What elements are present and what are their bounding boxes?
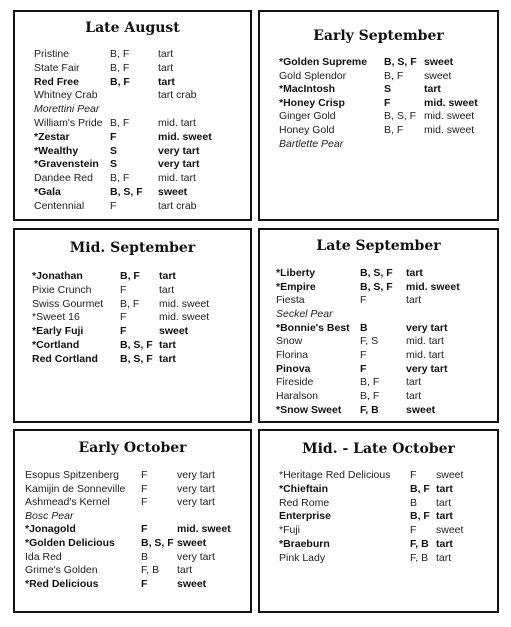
variety-taste: tart [436,482,453,495]
variety-taste: very tart [158,144,200,157]
apple-row [260,267,497,280]
apple-row [260,281,497,294]
variety-use: S [384,83,392,96]
apple-row [15,551,250,564]
variety-use: F [120,311,127,324]
variety-name: *Wealthy [34,144,79,157]
variety-use: B, S, F [120,339,153,351]
apple-row [15,158,250,171]
variety-taste: tart crab [158,199,197,212]
variety-taste: tart [406,267,423,279]
variety-use: F [410,524,417,537]
variety-use: S [110,144,118,157]
variety-taste: sweet [436,524,464,537]
variety-taste: sweet [177,537,207,549]
variety-use: B, S, F [384,56,417,68]
variety-name: Haralson [276,389,319,402]
variety-use: F [141,577,148,590]
variety-use: F [360,362,367,375]
variety-name: *Gravenstein [34,158,99,171]
variety-taste: tart [406,376,422,389]
apple-row [260,70,497,83]
apple-row [15,496,250,509]
variety-taste: tart [159,270,176,282]
variety-name: Red Cortland [32,352,98,365]
apple-row [15,131,250,144]
variety-use: F [384,96,391,109]
variety-taste: mid. tart [406,335,444,348]
variety-taste: mid. sweet [159,311,210,324]
apple-row [15,339,250,352]
variety-name: *Red Delicious [25,577,99,590]
variety-taste: tart [436,551,452,564]
variety-taste: tart [424,83,441,96]
apple-row [260,390,497,403]
variety-name: Ashmead's Kernel [25,496,110,509]
apple-row [260,294,497,307]
variety-taste: mid. sweet [424,110,475,123]
section-early-september [258,10,499,221]
variety-use: B, S, F [360,280,393,293]
variety-use: F [120,325,127,338]
variety-use: F [141,523,148,536]
variety-name: Snow [276,335,303,348]
apple-row [15,284,250,297]
variety-use: F [360,348,367,361]
variety-taste: tart [436,538,453,550]
variety-use: F [141,482,148,495]
variety-use: B [360,321,368,334]
apple-row [15,523,250,536]
section-early-october [13,429,252,613]
variety-name: *Bonnie's Best [276,321,350,334]
variety-taste: sweet [436,469,464,481]
section-late-august [13,10,252,221]
variety-name: William's Pride [34,117,103,129]
apple-row [260,483,497,496]
variety-taste: tart [159,283,175,296]
variety-use: F, B [410,538,429,550]
variety-taste: mid. sweet [177,523,231,536]
apple-row [260,469,497,482]
variety-name: *Gala [34,186,61,198]
section-mid-late-october [258,429,499,613]
variety-use: F [141,496,148,509]
section-late-september [258,228,499,423]
variety-name: Bosc Pear [25,509,74,522]
variety-use: B, F [120,270,140,282]
variety-taste: very tart [177,550,215,563]
variety-use: B [141,550,149,563]
variety-use: S [110,158,118,171]
variety-taste: tart [406,294,422,307]
variety-taste: tart [158,48,174,60]
variety-name: *Honey Crisp [279,96,345,109]
variety-use: F [410,469,417,481]
variety-name: *Jonathan [32,270,83,282]
variety-name: *Liberty [276,267,316,279]
variety-taste: sweet [424,56,454,68]
variety-name: Florina [276,348,309,361]
apple-row [15,270,250,283]
variety-use: B, F [360,376,380,389]
variety-use: B, S, F [384,110,417,123]
variety-taste: mid. tart [158,117,196,129]
apple-row [260,110,497,123]
variety-taste: tart crab [158,89,197,102]
apple-row [260,497,497,510]
variety-taste: very tart [177,482,215,495]
variety-name: *Zestar [34,130,70,143]
section-title: Mid. - Late October [302,441,455,457]
variety-name: Esopus Spitzenberg [25,469,119,481]
apple-row [15,186,250,199]
variety-name: Gold Splendor [279,69,347,82]
apple-row [15,48,250,61]
apple-row [15,469,250,482]
variety-taste: very tart [177,496,215,509]
variety-taste: very tart [177,469,215,481]
variety-name: Seckel Pear [276,307,333,320]
pear-row [15,103,250,116]
section-title: Mid. September [69,240,196,256]
apple-row [15,145,250,158]
variety-use: F, B [360,403,379,416]
variety-use: B, F [110,61,130,74]
apple-row [260,376,497,389]
variety-taste: very tart [406,362,448,375]
variety-use: F, B [410,551,429,564]
variety-taste: sweet [406,403,436,416]
variety-use: B, F [360,389,380,402]
variety-taste: tart [158,75,175,88]
variety-name: Ginger Gold [279,110,336,123]
variety-use: F [110,130,117,143]
apple-row [15,62,250,75]
variety-name: *Sweet 16 [32,311,80,324]
variety-name: Fiesta [276,294,305,307]
variety-taste: mid. sweet [406,280,460,293]
variety-use: B, F [110,48,130,60]
apple-row [260,524,497,537]
variety-use: B, S, F [141,537,174,549]
variety-taste: mid. sweet [424,124,475,136]
variety-name: Morettini Pear [34,103,100,116]
variety-use: B, F [384,69,404,82]
variety-name: Pinova [276,362,311,375]
variety-name: *Golden Supreme [279,56,368,68]
variety-name: Pink Lady [279,551,326,564]
variety-use: F [141,469,148,481]
variety-taste: tart [159,339,176,351]
variety-name: Honey Gold [279,124,335,136]
apple-row [15,578,250,591]
section-title: Late September [316,238,441,254]
apple-row [15,311,250,324]
variety-taste: tart [436,510,453,523]
apple-row [15,483,250,496]
apple-row [15,117,250,130]
pear-row [260,308,497,321]
variety-use: B, F [410,482,430,495]
variety-taste: mid. sweet [424,96,478,109]
variety-name: *Early Fuji [32,325,84,338]
variety-taste: very tart [406,321,448,334]
variety-name: *Golden Delicious [25,537,115,549]
variety-taste: tart [406,389,422,402]
pear-row [260,138,497,151]
variety-taste: tart [436,496,452,509]
variety-name: *Empire [276,280,316,293]
variety-name: State Fair [34,61,80,74]
variety-taste: sweet [158,186,188,198]
variety-name: *Snow Sweet [276,403,342,416]
variety-taste: sweet [177,577,207,590]
apple-row [15,537,250,550]
section-mid-september [13,228,252,423]
apple-row [15,564,250,577]
variety-name: Pixie Crunch [32,283,92,296]
apple-row [15,172,250,185]
variety-use: B, F [384,124,404,136]
variety-name: *Cortland [32,339,80,351]
variety-name: Grime's Golden [25,564,98,577]
variety-name: Swiss Gourmet [32,297,104,310]
variety-name: Dandee Red [34,172,93,185]
variety-taste: sweet [424,69,452,82]
pear-row [15,510,250,523]
variety-use: F, S [360,335,379,348]
variety-taste: mid. tart [406,348,444,361]
variety-use: B, F [410,510,430,523]
apple-row [260,363,497,376]
apple-row [260,404,497,417]
variety-taste: very tart [158,158,200,171]
apple-row [260,83,497,96]
apple-row [15,200,250,213]
variety-use: B, S, F [120,352,153,365]
variety-name: Bartlette Pear [279,137,344,150]
variety-use: B, F [110,172,130,185]
variety-use: F [120,283,127,296]
variety-name: Kamijin de Sonneville [25,482,126,495]
variety-use: B, F [110,117,130,129]
variety-use: F [110,199,117,212]
variety-name: *Jonagold [25,523,76,536]
variety-name: *Heritage Red Delicious [279,469,391,481]
variety-name: *Fuji [279,524,301,537]
variety-name: *Braeburn [279,538,330,550]
variety-use: B [410,496,418,509]
variety-use: B, S, F [110,186,143,198]
apple-row [260,349,497,362]
apple-row [15,76,250,89]
apple-row [260,552,497,565]
variety-use: F [360,294,367,307]
variety-taste: mid. sweet [158,130,212,143]
variety-taste: mid. sweet [159,297,210,310]
variety-taste: tart [177,564,193,577]
apple-row [260,510,497,523]
variety-name: Whitney Crab [34,89,98,102]
variety-name: Red Free [34,75,79,88]
variety-use: B, S, F [360,267,393,279]
apple-row [260,335,497,348]
variety-name: *MacIntosh [279,83,336,96]
apple-row [15,325,250,338]
variety-name: Centennial [34,199,85,212]
variety-name: Red Rome [279,496,330,509]
section-title: Early October [78,440,187,456]
variety-name: Ida Red [25,550,62,563]
variety-use: B, F [120,297,140,310]
variety-name: *Chieftain [279,482,329,495]
variety-taste: tart [159,352,176,365]
apple-row [15,298,250,311]
apple-row [15,353,250,366]
variety-taste: sweet [159,325,189,338]
apple-row [260,56,497,69]
variety-taste: mid. tart [158,172,196,185]
section-title: Early September [313,28,444,44]
apple-row [260,124,497,137]
variety-name: Fireside [276,376,314,389]
variety-use: F, B [141,564,160,577]
apple-row [260,97,497,110]
apple-row [260,538,497,551]
variety-name: Enterprise [279,510,331,523]
variety-name: Pristine [34,48,70,60]
apple-row [260,322,497,335]
variety-taste: tart [158,61,174,74]
variety-use: B, F [110,75,130,88]
section-title: Late August [85,20,180,36]
apple-row [15,89,250,102]
